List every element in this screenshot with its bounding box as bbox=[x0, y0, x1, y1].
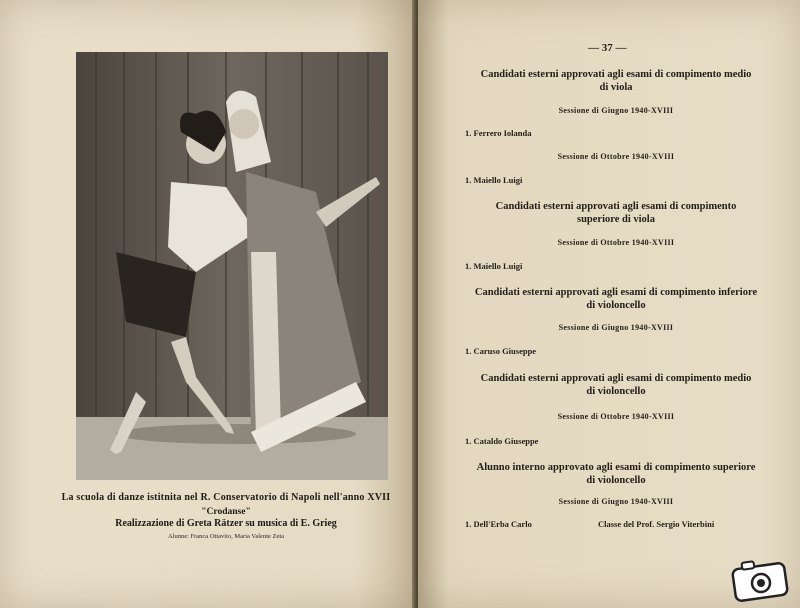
session-label: Sessione di Giugno 1940-XVIII bbox=[558, 106, 674, 115]
heading-line: Candidati esterni approvati agli esami di compimento inferiore bbox=[474, 287, 758, 298]
heading-line: superiore di viola bbox=[577, 214, 655, 225]
page-number: — 37 — bbox=[588, 42, 627, 54]
heading-line: Candidati esterni approvati agli esami di compimento medio bbox=[480, 373, 752, 384]
dance-photo-drawing bbox=[76, 52, 388, 480]
list-item: 1. Maiello Luigi bbox=[465, 261, 523, 271]
session-label: Sessione di Ottobre 1940-XVIII bbox=[557, 412, 675, 421]
heading-line: di viola bbox=[599, 82, 633, 93]
list-item: 1. Caruso Giuseppe bbox=[465, 346, 537, 356]
heading-line: Alunno interno approvato agli esami di compimento superiore bbox=[476, 462, 756, 473]
session-label: Sessione di Ottobre 1940-XVIII bbox=[557, 238, 675, 247]
heading-line: di violoncello bbox=[586, 475, 646, 486]
section-heading bbox=[448, 461, 784, 487]
section-heading bbox=[448, 372, 784, 398]
list-item: 1. Ferrero Iolanda bbox=[465, 128, 532, 138]
session-label: Sessione di Giugno 1940-XVIII bbox=[558, 497, 674, 506]
session-label: Sessione di Giugno 1940-XVIII bbox=[558, 323, 674, 332]
heading-line: di violoncello bbox=[586, 386, 646, 397]
photo-caption-credit: Realizzazione di Greta Rätzer su musica di E. Grieg bbox=[115, 518, 337, 529]
photo-caption-title: La scuola di danze istitnita nel R. Conservatorio di Napoli nell'anno XVII bbox=[61, 492, 391, 503]
session-label: Sessione di Ottobre 1940-XVIII bbox=[557, 152, 675, 161]
teacher-class-label: Classe del Prof. Sergio Viterbini bbox=[598, 519, 715, 529]
list-item: 1. Cataldo Giuseppe bbox=[465, 436, 539, 446]
camera-logo-icon bbox=[730, 558, 792, 602]
section-heading bbox=[448, 286, 784, 312]
section-heading bbox=[448, 68, 784, 94]
dance-photo bbox=[76, 52, 388, 480]
photo-caption-performers: Alunne: Franca Ottaviio, Maria Valente Zeta bbox=[167, 533, 285, 540]
heading-line: Candidati esterni approvati agli esami di compimento bbox=[495, 201, 737, 212]
heading-line: Candidati esterni approvati agli esami di compimento medio bbox=[480, 69, 752, 80]
list-item: 1. Dell'Erba Carlo bbox=[465, 519, 532, 529]
photo-caption-dance-name: "Crodanse" bbox=[201, 507, 251, 517]
section-heading bbox=[448, 200, 784, 226]
list-item: 1. Maiello Luigi bbox=[465, 175, 523, 185]
heading-line: di violoncello bbox=[586, 300, 646, 311]
